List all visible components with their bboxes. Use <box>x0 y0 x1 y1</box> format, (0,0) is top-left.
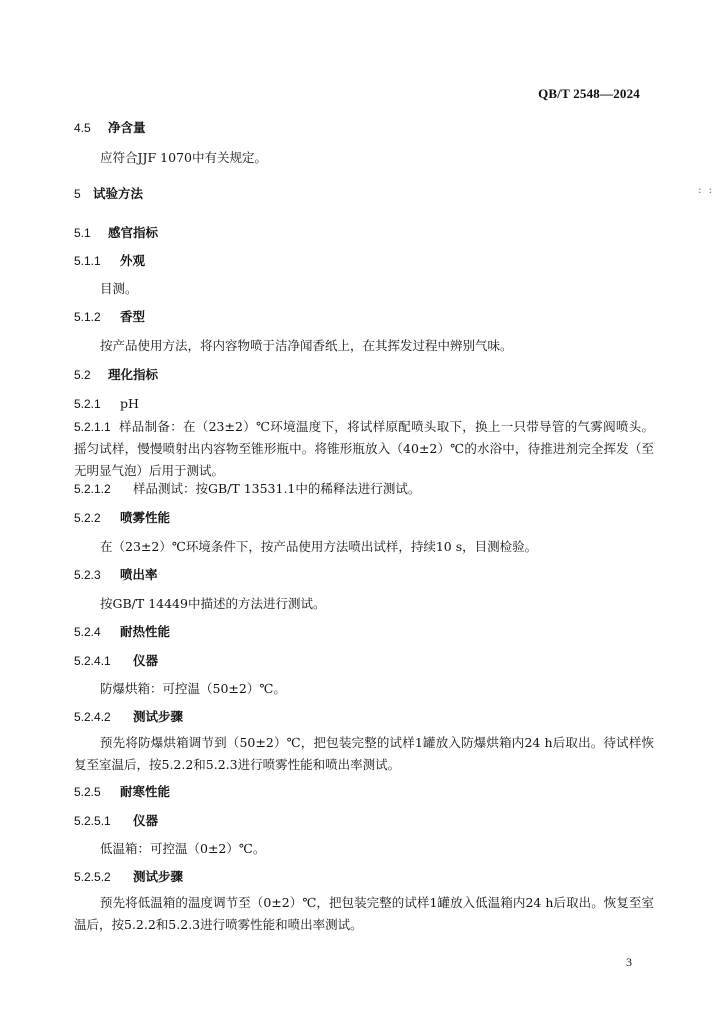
section-title: 仪器 <box>133 813 159 828</box>
section-title: 理化指标 <box>108 367 159 382</box>
page-number: 3 <box>626 955 632 969</box>
clause-number: 5.2.1.1 <box>74 420 111 434</box>
section-title: 测试步骤 <box>133 869 184 884</box>
section-title: 感官指标 <box>108 225 159 240</box>
clause-text: 样品测试：按GB/T 13531.1中的稀释法进行测试。 <box>133 481 421 496</box>
section-number: 5.2.4.2 <box>74 710 111 724</box>
paragraph-text: 防爆烘箱：可控温（50±2）℃。 <box>100 681 286 696</box>
paragraph-text: 按产品使用方法，将内容物喷于洁净闻香纸上，在其挥发过程中辨别气味。 <box>100 338 513 353</box>
clause-text: 样品制备：在（23±2）℃环境温度下，将试样原配喷头取下，换上一只带导管的气雾阀喷头。摇匀试样，慢慢喷射出内容物至锥形瓶中。将锥形瓶放入（40±2）℃的水浴中，待推进剂完全挥发（至无明显气泡）后用于测试。 <box>74 419 654 478</box>
section-number: 5 <box>74 187 81 201</box>
body-paragraph: 预先将防爆烘箱调节到（50±2）℃，把包装完整的试样1罐放入防爆烘箱内24 h后取出。待试样恢复至室温后，按5.2.2和5.2.3进行喷雾性能和喷出率测试。 <box>74 735 654 772</box>
section-title: 耐寒性能 <box>120 784 171 799</box>
section-number: 5.2.5.1 <box>74 814 111 828</box>
section-number: 4.5 <box>74 121 91 135</box>
section-title: 香型 <box>120 309 146 324</box>
section-title: 试验方法 <box>93 186 144 201</box>
paragraph-text: 按GB/T 14449中描述的方法进行测试。 <box>100 596 326 611</box>
section-title: 耐热性能 <box>120 624 171 639</box>
standard-code: QB/T 2548—2024 <box>538 86 640 101</box>
section-number: 5.2.4 <box>74 625 101 639</box>
section-number: 5.1 <box>74 226 91 240</box>
paragraph-text: 在（23±2）℃环境条件下，按产品使用方法喷出试样，持续10 s，目测检验。 <box>100 539 538 554</box>
section-title: 喷雾性能 <box>120 510 171 525</box>
section-title: 外观 <box>120 253 146 268</box>
section-number: 5.2.4.1 <box>74 654 111 668</box>
paragraph-text: 目测。 <box>100 281 138 296</box>
section-title: 喷出率 <box>120 567 158 582</box>
section-number: 5.1.2 <box>74 310 101 324</box>
section-number: 5.2.5.2 <box>74 870 111 884</box>
section-number: 5.2 <box>74 368 91 382</box>
section-number: 5.2.2 <box>74 511 101 525</box>
body-paragraph: 预先将低温箱的温度调节至（0±2）℃，把包装完整的试样1罐放入低温箱内24 h后取出。恢复至室温后，按5.2.2和5.2.3进行喷雾性能和喷出率测试。 <box>74 895 654 932</box>
scan-artifact: : : <box>698 185 714 196</box>
section-title: 仪器 <box>133 653 159 668</box>
section-number: 5.1.1 <box>74 254 101 268</box>
clause-number: 5.2.1.2 <box>74 482 111 496</box>
section-number: 5.2.5 <box>74 785 101 799</box>
paragraph-text: 低温箱：可控温（0±2）℃。 <box>100 841 266 856</box>
section-title: 净含量 <box>108 120 146 135</box>
clause-5-2-1-1 <box>74 416 654 482</box>
section-title: pH <box>120 396 139 411</box>
section-number: 5.2.1 <box>74 397 101 411</box>
section-number: 5.2.3 <box>74 568 101 582</box>
section-title: 测试步骤 <box>133 709 184 724</box>
paragraph-text: 应符合JJF 1070中有关规定。 <box>100 150 267 165</box>
